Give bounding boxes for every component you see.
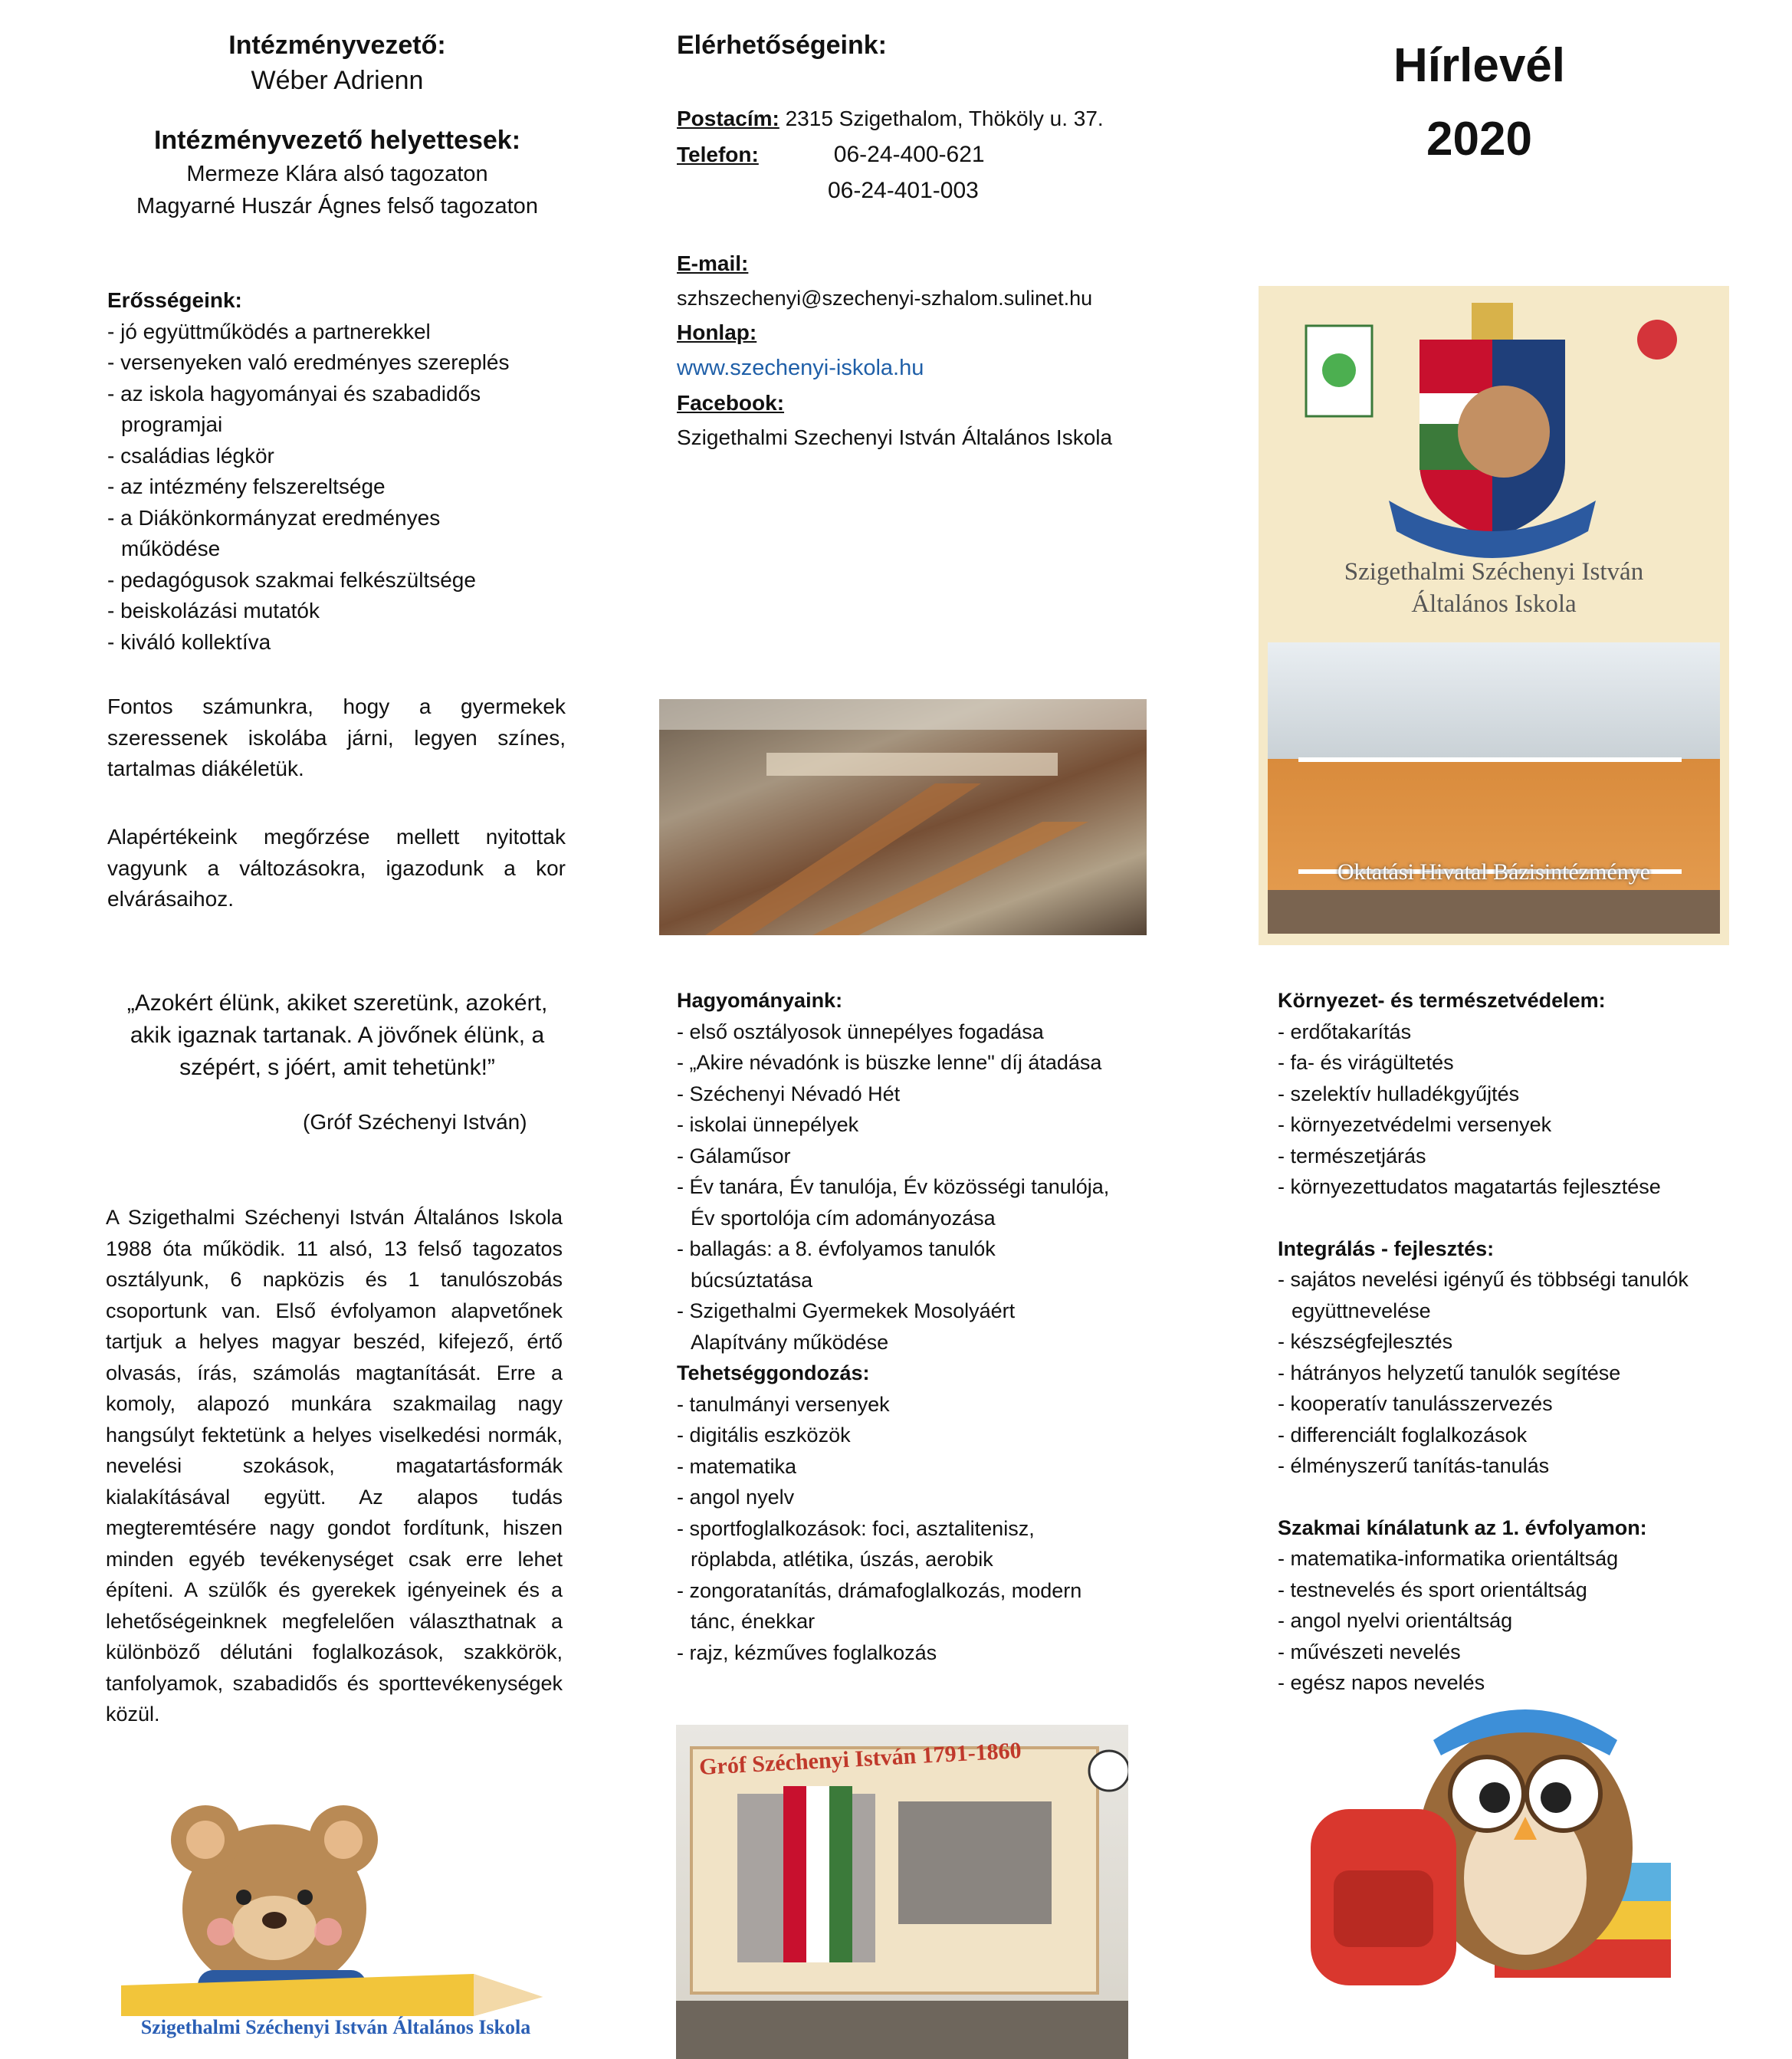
strengths-list: [107, 317, 567, 658]
integr-item: [1278, 1450, 1753, 1482]
col3-lists: [1278, 985, 1753, 1699]
strengths-block: [107, 285, 567, 658]
env-item-text: - természetjárás: [1278, 1144, 1426, 1167]
tradition-item-text: - Év tanára, Év tanulója, Év közösségi tanulója,: [677, 1175, 1110, 1198]
quote-line: szépért, s jóért, amit tehetünk!”: [179, 1055, 495, 1080]
cover-school-name-2: Általános Iskola: [1411, 590, 1577, 618]
quote-block: [107, 987, 567, 1084]
newsletter-title: [1318, 29, 1640, 176]
facebook-label: Facebook:: [677, 391, 785, 415]
traditions-block: [677, 985, 1137, 1668]
tradition-item-text: - első osztályosok ünnepélyes fogadása: [677, 1020, 1044, 1043]
integr-list: [1278, 1264, 1753, 1482]
env-item-text: - erdőtakarítás: [1278, 1020, 1412, 1043]
offer-item-text: - matematika-informatika orientáltság: [1278, 1547, 1619, 1570]
env-item: [1278, 1079, 1753, 1110]
offer-item: [1278, 1637, 1753, 1668]
title-line-1: Hírlevél: [1393, 39, 1566, 92]
tradition-item-text: - ballagás: a 8. évfolyamos tanulók: [677, 1237, 996, 1260]
school-building-photo: [1268, 642, 1720, 934]
integr-item: [1278, 1358, 1753, 1389]
strength-item: [107, 503, 567, 565]
env-item: [1278, 1109, 1753, 1141]
offer-item-text: - művészeti nevelés: [1278, 1640, 1461, 1663]
offer-list: [1278, 1543, 1753, 1699]
strength-item: [107, 379, 567, 441]
quote-text: [107, 987, 567, 1084]
facebook-value[interactable]: Szigethalmi Szechenyi István Általános Iskola: [677, 425, 1113, 449]
tradition-item-text: búcsúztatása: [691, 1268, 813, 1292]
web-label: Honlap:: [677, 320, 757, 344]
email-value[interactable]: szhszechenyi@szechenyi-szhalom.sulinet.hu: [677, 287, 1093, 310]
bear-caption: Szigethalmi Széchenyi István Általános Iskola: [140, 2016, 531, 2038]
para-1: Fontos számunkra, hogy a gyermekek szeressenek iskolába járni, legyen színes, tartalmas diákéletük.: [107, 695, 566, 780]
integr-item-text: együttnevelése: [1291, 1299, 1431, 1322]
offer-item-text: - egész napos nevelés: [1278, 1671, 1485, 1694]
integr-item-text: - készségfejlesztés: [1278, 1330, 1453, 1353]
offer-item-text: - angol nyelvi orientáltság: [1278, 1609, 1513, 1632]
traditions-heading: Hagyományaink:: [677, 989, 843, 1012]
clock-icon: [1089, 1751, 1128, 1791]
integr-item: [1278, 1388, 1753, 1420]
talent-item: [677, 1482, 1137, 1513]
owl-illustration: [1303, 1694, 1702, 2016]
strength-item-text: - beiskolázási mutatók: [107, 599, 320, 622]
integr-item-text: - kooperatív tanulásszervezés: [1278, 1392, 1553, 1415]
talent-item-text: - sportfoglalkozások: foci, asztalitenisz,: [677, 1516, 1035, 1540]
integr-item-text: - sajátos nevelési igényű és többségi tanulók: [1278, 1268, 1689, 1291]
strength-item-text: működése: [121, 537, 221, 560]
env-list: [1278, 1016, 1753, 1203]
deputy-line: Magyarné Huszár Ágnes felső tagozaton: [136, 194, 538, 218]
strength-item: [107, 317, 567, 348]
strength-item-text: programjai: [121, 412, 223, 436]
teddy-bear-illustration: [113, 1794, 558, 2054]
web-link[interactable]: www.szechenyi-iskola.hu: [677, 356, 924, 380]
env-item: [1278, 1047, 1753, 1079]
strength-item-text: - a Diákönkormányzat eredményes: [107, 505, 441, 530]
strength-item: [107, 347, 567, 379]
quote-line: „Azokért élünk, akiket szeretünk, azokért,: [126, 990, 548, 1016]
integr-item: [1278, 1420, 1753, 1451]
talent-item-text: - matematika: [677, 1454, 797, 1478]
strength-item-text: - versenyeken való eredményes szereplés: [107, 350, 510, 374]
deputies-heading: Intézményvezető helyettesek:: [153, 126, 521, 155]
talent-list: [677, 1389, 1137, 1669]
strengths-heading: Erősségeink:: [107, 288, 242, 312]
strength-item: [107, 596, 567, 627]
postal-label: Postacím:: [677, 107, 779, 130]
offer-item: [1278, 1605, 1753, 1637]
quote-author: (Gróf Széchenyi István): [303, 1110, 527, 1134]
board-title: Gróf Széchenyi István 1791-1860: [698, 1738, 1022, 1780]
strength-item: [107, 627, 567, 658]
tradition-item: [677, 1171, 1137, 1233]
integr-heading: Integrálás - fejlesztés:: [1278, 1236, 1495, 1260]
leadership-block: [107, 28, 567, 222]
talent-heading: Tehetséggondozás:: [677, 1361, 870, 1384]
env-heading: Környezet- és természetvédelem:: [1278, 989, 1606, 1012]
cover-badge: Oktatási Hivatal Bázisintézménye: [1337, 859, 1651, 885]
contact-block: [677, 103, 1137, 457]
staircase-photo: [659, 699, 1147, 935]
deputies-list: [107, 158, 567, 222]
phone-label: Telefon:: [677, 143, 759, 166]
offer-heading: Szakmai kínálatunk az 1. évfolyamon:: [1278, 1516, 1647, 1539]
contact-heading: Elérhetőségeink:: [677, 31, 887, 60]
tradition-item-text: - „Akire névadónk is büszke lenne" díj átadása: [677, 1051, 1102, 1074]
leader-heading: Intézményvezető:: [228, 31, 446, 60]
talent-item-text: röplabda, atlétika, úszás, aerobik: [691, 1548, 993, 1571]
boldog-iskola-logo-icon: [1637, 320, 1677, 360]
tradition-item-text: - iskolai ünnepélyek: [677, 1113, 859, 1136]
school-cover-image: [1259, 286, 1729, 945]
postal-value: 2315 Szigethalom, Thököly u. 37.: [785, 107, 1104, 130]
strength-item: [107, 565, 567, 596]
phone-2: 06-24-401-003: [828, 178, 979, 203]
strength-item-text: - családias légkör: [107, 443, 274, 468]
talent-item: [677, 1575, 1137, 1637]
talent-item: [677, 1513, 1137, 1575]
talent-item-text: - tanulmányi versenyek: [677, 1392, 890, 1416]
talent-item-text: tánc, énekkar: [691, 1610, 816, 1633]
about-paragraph: A Szigethalmi Széchenyi István Általános Iskola 1988 óta működik. 11 alsó, 13 felső tagozatos osztályunk, 6 napközis és 1 tanulószobás csoportunk van. Első évfolyamon alapvetőnek tartjuk a helyes magyar beszéd, kifejező, értő olvasás, írás, számolás magtanítását. Erre a komoly, alapozó munkára szakmailag nagy hangsúlyt fektetünk a helyes viselkedési normák, nevelési szokások, magatartásformák kialakításával együtt. Az alapos tudás megteremtésére nagy gondot fordítunk, hiszen minden egyéb tevékenységet csak erre lehet építeni. A szülők és gyerekek igényeinek és a lehetőségeinknek megfelelően választhatnak a különböző délutáni foglalkozások, szakkörök, tanfolyamok, szabadidős és sporttevékenységek közül.: [106, 1206, 563, 1726]
strength-item-text: - az intézmény felszereltsége: [107, 475, 386, 498]
integr-item-text: - élményszerű tanítás-tanulás: [1278, 1454, 1550, 1477]
integr-item-text: - differenciált foglalkozások: [1278, 1423, 1528, 1447]
szechenyi-board-photo: [676, 1725, 1128, 2059]
tradition-item-text: - Széchenyi Névadó Hét: [677, 1082, 901, 1105]
staircase-photo-art: [659, 699, 1147, 935]
tradition-item: [677, 1016, 1137, 1048]
talent-item-text: - digitális eszközök: [677, 1424, 851, 1447]
cover-school-name-1: Szigethalmi Széchenyi István: [1344, 558, 1644, 586]
env-item-text: - környezetvédelmi versenyek: [1278, 1113, 1552, 1136]
tradition-item: [677, 1079, 1137, 1110]
talent-item: [677, 1420, 1137, 1451]
tradition-item: [677, 1047, 1137, 1079]
offer-item: [1278, 1575, 1753, 1606]
talent-item-text: - rajz, kézműves foglalkozás: [677, 1640, 937, 1664]
env-item-text: - környezettudatos magatartás fejlesztése: [1278, 1175, 1661, 1198]
env-item-text: - szelektív hulladékgyűjtés: [1278, 1082, 1520, 1105]
offer-item: [1278, 1543, 1753, 1575]
talent-item: [677, 1451, 1137, 1483]
env-item: [1278, 1171, 1753, 1203]
owl-with-books-icon: [1303, 1694, 1702, 2016]
tradition-item-text: Alapítvány működése: [691, 1330, 889, 1354]
strength-item-text: - az iskola hagyományai és szabadidős: [107, 381, 481, 406]
talent-item-text: - angol nyelv: [677, 1486, 795, 1509]
quote-line: akik igaznak tartanak. A jövőnek élünk, a: [130, 1023, 545, 1048]
integr-item: [1278, 1326, 1753, 1358]
deputy-line: Mermeze Klára alsó tagozaton: [186, 162, 488, 186]
leader-name: Wéber Adrienn: [251, 66, 424, 95]
tradition-item: [677, 1109, 1137, 1141]
traditions-list: [677, 1016, 1137, 1358]
offer-item-text: - testnevelés és sport orientáltság: [1278, 1578, 1587, 1601]
tradition-item: [677, 1141, 1137, 1172]
talent-item: [677, 1389, 1137, 1420]
strength-item-text: - jó együttműködés a partnerekkel: [107, 319, 431, 343]
title-line-2: 2020: [1426, 113, 1532, 166]
talent-item: [677, 1637, 1137, 1669]
integr-item: [1278, 1264, 1753, 1326]
phone-1: 06-24-400-621: [833, 142, 985, 167]
tradition-item: [677, 1233, 1137, 1295]
env-item: [1278, 1141, 1753, 1172]
cover-school-name: [1259, 556, 1729, 620]
email-label: E-mail:: [677, 251, 749, 275]
teddy-bear-icon: [113, 1794, 558, 2016]
para-2: Alapértékeink megőrzése mellett nyitottak vagyunk a változásokra, igazodunk a kor elvárásaihoz.: [107, 825, 566, 911]
tradition-item-text: - Gálaműsor: [677, 1144, 791, 1167]
tradition-item-text: Év sportolója cím adományozása: [691, 1206, 996, 1230]
tradition-item: [677, 1295, 1137, 1358]
tradition-item-text: - Szigethalmi Gyermekek Mosolyáért: [677, 1299, 1016, 1322]
strength-item: [107, 471, 567, 503]
integr-item-text: - hátrányos helyzetű tanulók segítése: [1278, 1361, 1621, 1384]
env-item: [1278, 1016, 1753, 1048]
strength-item-text: - kiváló kollektíva: [107, 629, 271, 654]
strength-item-text: - pedagógusok szakmai felkészültsége: [107, 567, 476, 592]
talent-item-text: - zongoratanítás, drámafoglalkozás, modern: [677, 1578, 1082, 1602]
strength-item: [107, 441, 567, 472]
env-item-text: - fa- és virágültetés: [1278, 1051, 1454, 1074]
